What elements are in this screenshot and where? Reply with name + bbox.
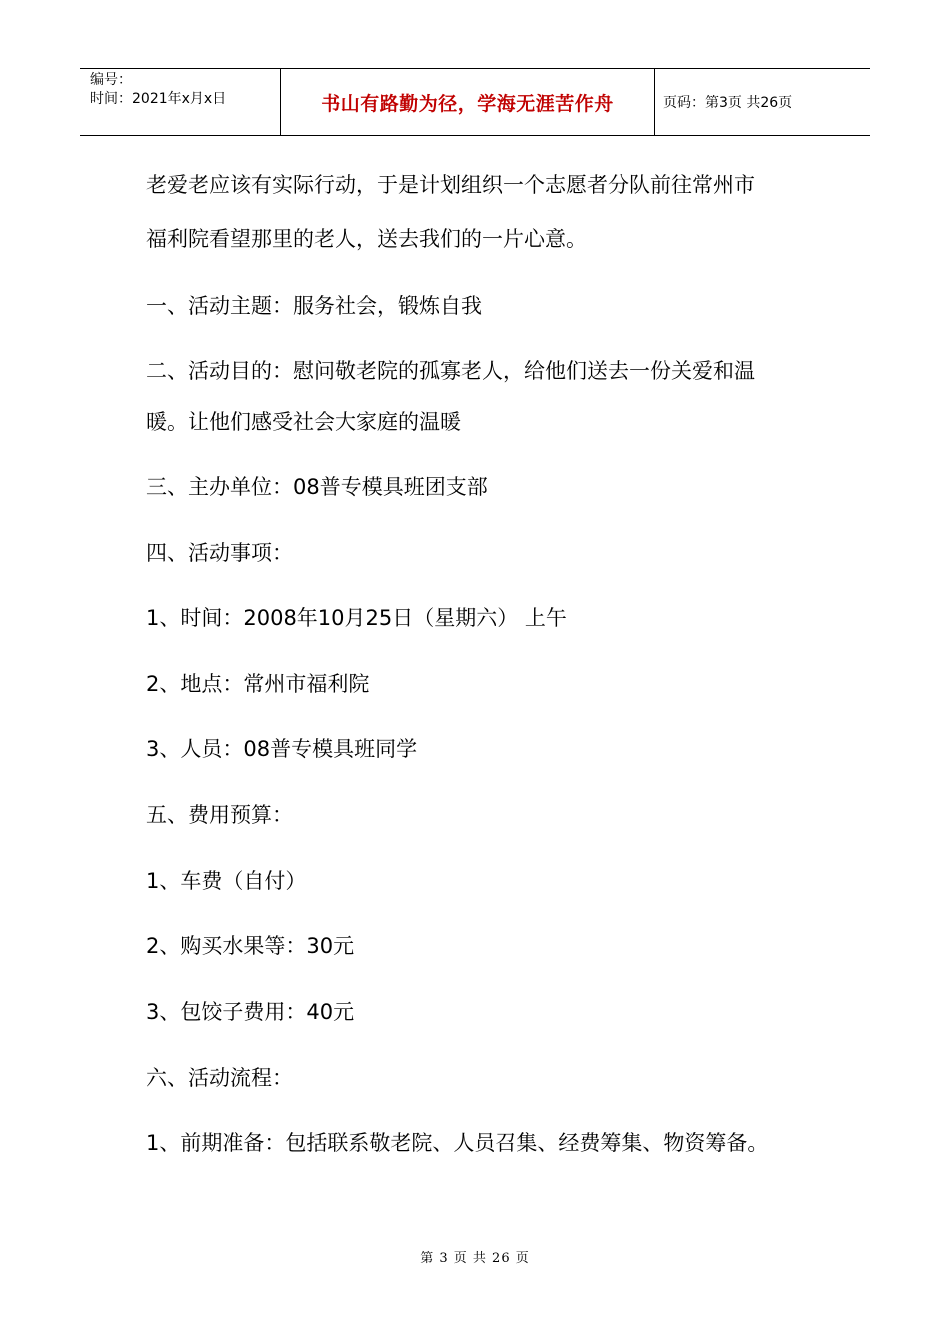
document-number-label: 编号： <box>90 72 132 88</box>
section-heading-items: 四、活动事项： <box>146 541 293 565</box>
section-heading-process: 六、活动流程： <box>146 1066 293 1090</box>
list-item-participants: 3、人员：08普专模具班同学 <box>146 737 418 761</box>
header-page-info: 页码：第3页 共26页 <box>663 95 793 111</box>
section-heading-purpose: 二、活动目的：慰问敬老院的孤寡老人，给他们送去一份关爱和温 <box>146 359 755 383</box>
list-item-transport: 1、车费（自付） <box>146 869 307 893</box>
header-meta-cell <box>80 69 281 135</box>
page-header <box>80 68 870 136</box>
header-motto: 书山有路勤为径，学海无涯苦作舟 <box>281 69 655 135</box>
list-item-dumplings: 3、包饺子费用：40元 <box>146 1000 355 1024</box>
list-item-preparation: 1、前期准备：包括联系敬老院、人员召集、经费筹集、物资筹备。 <box>146 1131 769 1155</box>
body-line: 暖。让他们感受社会大家庭的温暖 <box>146 410 461 434</box>
body-line: 福利院看望那里的老人，送去我们的一片心意。 <box>146 227 587 251</box>
list-item-location: 2、地点：常州市福利院 <box>146 672 370 696</box>
list-item-time: 1、时间：2008年10月25日（星期六） 上午 <box>146 606 567 630</box>
body-line: 老爱老应该有实际行动，于是计划组织一个志愿者分队前往常州市 <box>146 173 755 197</box>
page-footer: 第 3 页 共 26 页 <box>420 1251 530 1266</box>
section-heading-theme: 一、活动主题：服务社会，锻炼自我 <box>146 294 482 318</box>
list-item-fruit: 2、购买水果等：30元 <box>146 934 355 958</box>
section-heading-organizer: 三、主办单位：08普专模具班团支部 <box>146 475 488 499</box>
document-date-label: 时间：2021年x月x日 <box>90 91 227 107</box>
section-heading-budget: 五、费用预算： <box>146 803 293 827</box>
